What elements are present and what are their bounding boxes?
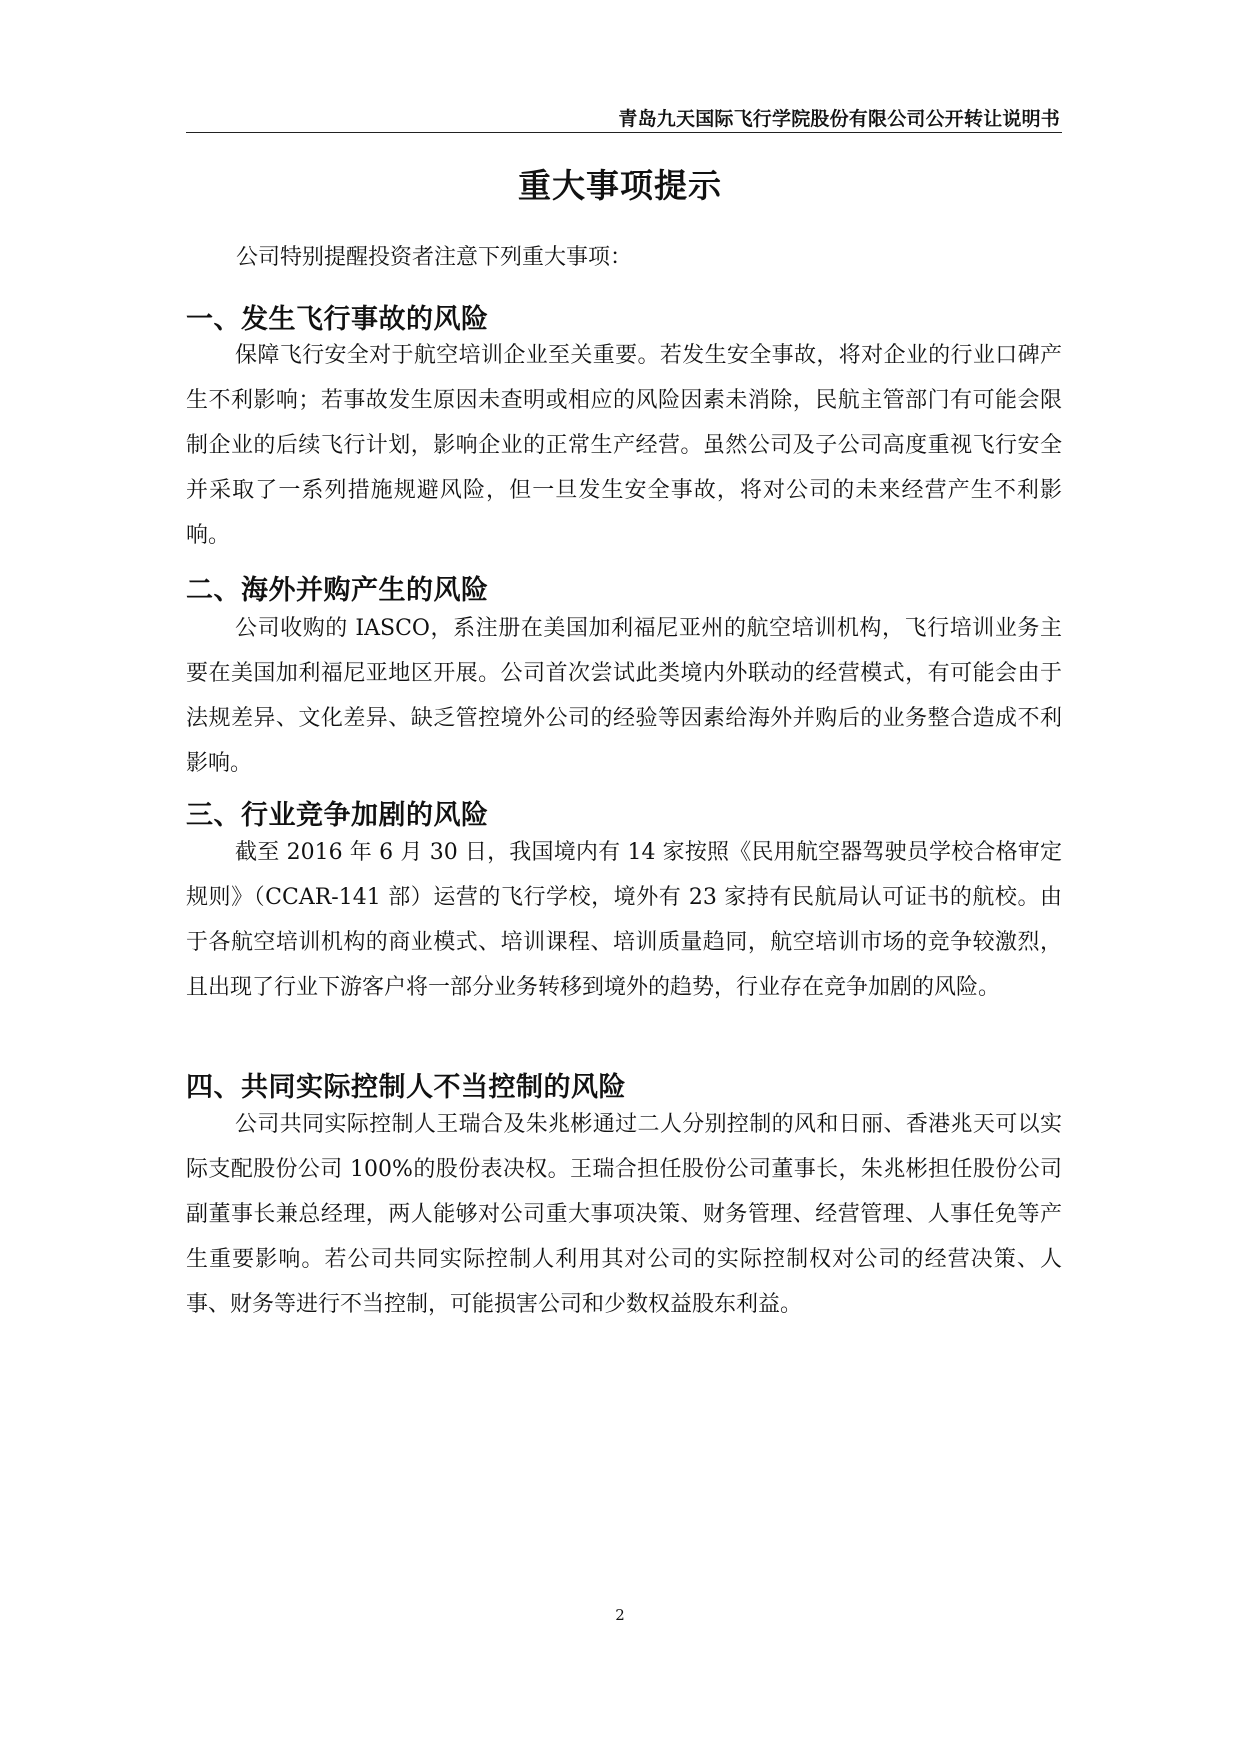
header-rule — [186, 132, 1062, 133]
intro-paragraph: 公司特别提醒投资者注意下列重大事项： — [236, 245, 633, 270]
section-heading-3: 三、行业竞争加剧的风险 — [186, 800, 489, 831]
section-body-2: 公司收购的 IASCO，系注册在美国加利福尼亚州的航空培训机构，飞行培训业务主要在美国加利福尼亚地区开展。公司首次尝试此类境内外联动的经营模式，有可能会由于法规差异、文化差异、缺乏管控境外公司的经验等因素给海外并购后的业务整合造成不利影响。 — [186, 616, 1062, 776]
section-body-3: 截至 2016 年 6 月 30 日，我国境内有 14 家按照《民用航空器驾驶员学校合格审定规则》（CCAR-141 部）运营的飞行学校，境外有 23 家持有民航局认可证书的航校。由于各航空培训机构的商业模式、培训课程、培训质量趋同，航空培训市场的竞争较激烈，且出现了行业下游客户将一部分业务转移到境外的趋势，行业存在竞争加剧的风险。 — [186, 840, 1062, 1000]
page-number: 2 — [615, 1606, 625, 1624]
page-title: 重大事项提示 — [518, 166, 722, 205]
running-header: 青岛九天国际飞行学院股份有限公司公开转让说明书 — [618, 108, 1060, 130]
section-heading-4: 四、共同实际控制人不当控制的风险 — [186, 1072, 626, 1103]
section-body-4: 公司共同实际控制人王瑞合及朱兆彬通过二人分别控制的风和日丽、香港兆天可以实际支配股份公司 100%的股份表决权。王瑞合担任股份公司董事长，朱兆彬担任股份公司副董事长兼总经理，两人能够对公司重大事项决策、财务管理、经营管理、人事任免等产生重要影响。若公司共同实际控制人利用其对公司的实际控制权对公司的经营决策、人事、财务等进行不当控制，可能损害公司和少数权益股东利益。 — [186, 1112, 1062, 1317]
section-heading-2: 二、海外并购产生的风险 — [186, 575, 489, 606]
section-heading-1: 一、发生飞行事故的风险 — [186, 304, 489, 335]
section-body-1: 保障飞行安全对于航空培训企业至关重要。若发生安全事故，将对企业的行业口碑产生不利影响；若事故发生原因未查明或相应的风险因素未消除，民航主管部门有可能会限制企业的后续飞行计划，影响企业的正常生产经营。虽然公司及子公司高度重视飞行安全并采取了一系列措施规避风险，但一旦发生安全事故，将对公司的未来经营产生不利影响。 — [186, 343, 1062, 548]
